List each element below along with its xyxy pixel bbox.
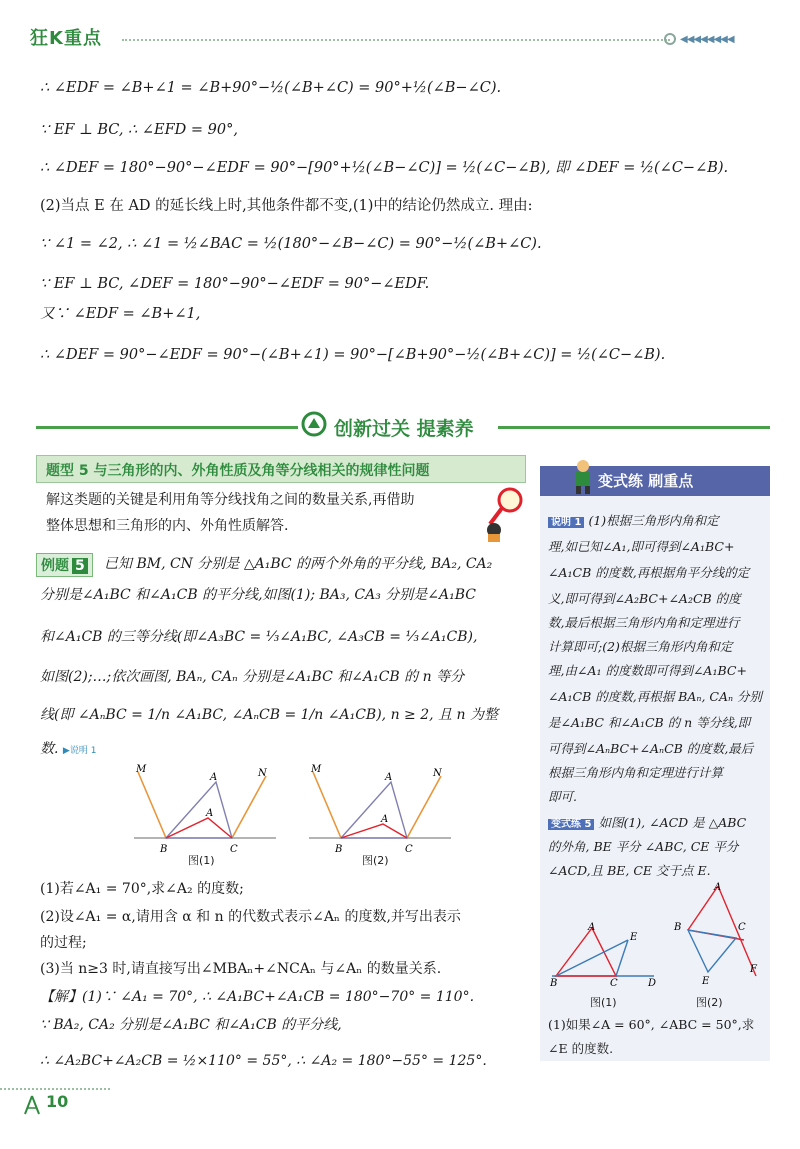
svg-text:M: M (311, 764, 322, 775)
sidebar-question-line: ∠E 的度数. (548, 1041, 614, 1056)
solution-line: ∵ ∠1 = ∠2, ∴ ∠1 = ½∠BAC = ½(180°−∠B−∠C) = 90°−½(∠B+∠C). (40, 236, 542, 252)
svg-text:B: B (550, 978, 558, 989)
question-line: (2)设∠A₁ = α,请用含 α 和 n 的代数式表示∠Aₙ 的度数,并写出表示 (40, 909, 461, 925)
question-line: (1)若∠A₁ = 70°,求∠A₂ 的度数; (40, 881, 244, 897)
runner-icon (570, 458, 596, 494)
solution-line: ∴ ∠DEF = 180°−90°−∠EDF = 90°−[90°+½(∠B−∠C)] = ½(∠C−∠B), 即 ∠DEF = ½(∠C−∠B). (40, 160, 729, 176)
sidebar-note-line: 即可. (548, 789, 577, 804)
figure-2-caption: 图(2) (362, 854, 389, 867)
svg-text:N: N (258, 768, 267, 779)
note-badge: 说明 1 (548, 517, 584, 528)
solution-line: ∵ EF ⊥ BC, ∴ ∠EFD = 90°, (40, 122, 238, 138)
type-desc-2: 整体思想和三角形的内、外角性质解答. (46, 518, 289, 534)
sidebar-figure-2-caption: 图(2) (696, 996, 723, 1009)
footer-rule (0, 1088, 110, 1090)
svg-text:N: N (433, 768, 442, 779)
svg-text:E: E (630, 932, 638, 943)
section-rule-right (498, 426, 770, 429)
svg-text:B: B (335, 844, 343, 855)
svg-text:C: C (610, 978, 618, 989)
leaf-icon (300, 410, 330, 438)
svg-text:C: C (738, 922, 746, 933)
svg-text:M: M (136, 764, 147, 775)
svg-text:B: B (160, 844, 168, 855)
ex-badge: 变式练 5 (548, 819, 594, 830)
answer-line: 【解】(1)∵ ∠A₁ = 70°, ∴ ∠A₁BC+∠A₁CB = 180°−70° = 110°. (40, 989, 475, 1005)
note-tag[interactable]: ▶说明 1 (62, 746, 97, 756)
arrows-decoration: ◀◀◀◀◀◀◀◀ (680, 34, 734, 45)
type-label: 题型 5 与三角形的内、外角性质及角等分线相关的规律性问题 (46, 463, 430, 479)
example-line: 和∠A₁CB 的三等分线(即∠A₃BC = ⅓∠A₁BC, ∠A₃CB = ⅓∠A₁CB), (40, 629, 478, 645)
svg-text:A: A (385, 772, 393, 783)
sidebar-ex-line: ∠ACD,且 BE, CE 交于点 E. (548, 863, 711, 878)
page-number: 10 (46, 1092, 69, 1111)
figure-2 (305, 762, 455, 864)
svg-text:A: A (210, 772, 218, 783)
brand-logo: 狂K重点 (30, 28, 102, 49)
example-line: 如图(2);…;依次画图, BAₙ, CAₙ 分别是∠A₁BC 和∠A₁CB 的 n 等分 (40, 669, 465, 685)
example-line: 数. ▶说明 1 (40, 741, 97, 757)
sidebar-note-line: 根据三角形内角和定理进行计算 (548, 765, 724, 780)
question-line: (3)当 n≥3 时,请直接写出∠MBAₙ+∠NCAₙ 与∠Aₙ 的数量关系. (40, 961, 442, 977)
solution-line: ∴ ∠EDF = ∠B+∠1 = ∠B+90°−½(∠B+∠C) = 90°+½(∠B−∠C). (40, 80, 502, 96)
example-line: 线(即 ∠AₙBC = 1/n ∠A₁BC, ∠AₙCB = 1/n ∠A₁CB), n ≥ 2, 且 n 为整 (40, 707, 498, 723)
section-title: 创新过关 提素养 (334, 418, 474, 440)
svg-text:D: D (648, 978, 657, 989)
figure-1 (130, 762, 280, 864)
sidebar-title: 变式练 刷重点 (598, 472, 694, 490)
question-line: 的过程; (40, 935, 87, 951)
sidebar-note-line: 是∠A₁BC 和∠A₁CB 的 n 等分线,即 (548, 715, 751, 730)
svg-text:B: B (674, 922, 682, 933)
sidebar-question-line: (1)如果∠A = 60°, ∠ABC = 50°,求 (548, 1017, 755, 1032)
example-line: 分别是∠A₁BC 和∠A₁CB 的平分线,如图(1); BA₃, CA₃ 分别是∠A₁BC (40, 587, 477, 603)
sidebar-note-line: ∠A₁CB 的度数,再根据 BAₙ, CAₙ 分别 (548, 689, 763, 704)
answer-line: ∵ BA₂, CA₂ 分别是∠A₁BC 和∠A₁CB 的平分线, (40, 1017, 342, 1033)
svg-text:C: C (405, 844, 413, 855)
ring-icon (664, 33, 676, 45)
sidebar-ex-line: 的外角, BE 平分 ∠ABC, CE 平分 (548, 839, 739, 854)
sidebar-note-line: 理,由∠A₁ 的度数即可得到∠A₁BC+ (548, 663, 747, 678)
sidebar-note-line: ∠A₁CB 的度数,再根据角平分线的定 (548, 565, 750, 580)
svg-text:F: F (750, 964, 757, 975)
sidebar-note-line: 数,最后根据三角形内角和定理进行 (548, 615, 740, 630)
sidebar-figure-1-caption: 图(1) (590, 996, 617, 1009)
solution-line: 又∵ ∠EDF = ∠B+∠1, (40, 306, 201, 322)
svg-text:A: A (381, 814, 389, 825)
svg-text:A: A (714, 882, 722, 893)
svg-text:A: A (588, 922, 596, 933)
svg-text:C: C (230, 844, 238, 855)
sidebar-ex-line: 变式练 5 如图(1), ∠ACD 是 △ABC (548, 812, 746, 836)
sidebar-figure-2 (664, 880, 768, 992)
solution-line: ∴ ∠DEF = 90°−∠EDF = 90°−(∠B+∠1) = 90°−[∠B+90°−½(∠B+∠C)] = ½(∠C−∠B). (40, 347, 666, 363)
sidebar-figure-1 (548, 920, 658, 994)
figure-1-caption: 图(1) (188, 854, 215, 867)
answer-line: ∴ ∠A₂BC+∠A₂CB = ½×110° = 55°, ∴ ∠A₂ = 180°−55° = 125°. (40, 1053, 487, 1069)
solution-line: (2)当点 E 在 AD 的延长线上时,其他条件都不变,(1)中的结论仍然成立. 理由: (40, 198, 533, 214)
magnifier-icon (480, 484, 528, 544)
svg-text:E: E (702, 976, 710, 987)
solution-line: ∵ EF ⊥ BC, ∠DEF = 180°−90°−∠EDF = 90°−∠EDF. (40, 276, 430, 292)
sidebar-note-line: 说明 1 (1)根据三角形内角和定 (548, 510, 719, 534)
sidebar-note-line: 可得到∠AₙBC+∠AₙCB 的度数,最后 (548, 741, 754, 756)
sidebar-note-line: 计算即可;(2)根据三角形内角和定 (548, 639, 733, 654)
type-desc-1: 解这类题的关键是利用角等分线找角之间的数量关系,再借助 (46, 492, 415, 508)
svg-text:A: A (206, 808, 214, 819)
example-line: 已知 BM, CN 分别是 △A₁BC 的两个外角的平分线, BA₂, CA₂ (104, 556, 493, 572)
example-badge: 例题 5 (36, 553, 93, 577)
sidebar-note-line: 义,即可得到∠A₂BC+∠A₂CB 的度 (548, 591, 741, 606)
sidebar-note-line: 理,如已知∠A₁,即可得到∠A₁BC+ (548, 539, 735, 554)
header-rule (122, 39, 670, 41)
section-rule-left (36, 426, 298, 429)
compass-icon (22, 1094, 42, 1116)
